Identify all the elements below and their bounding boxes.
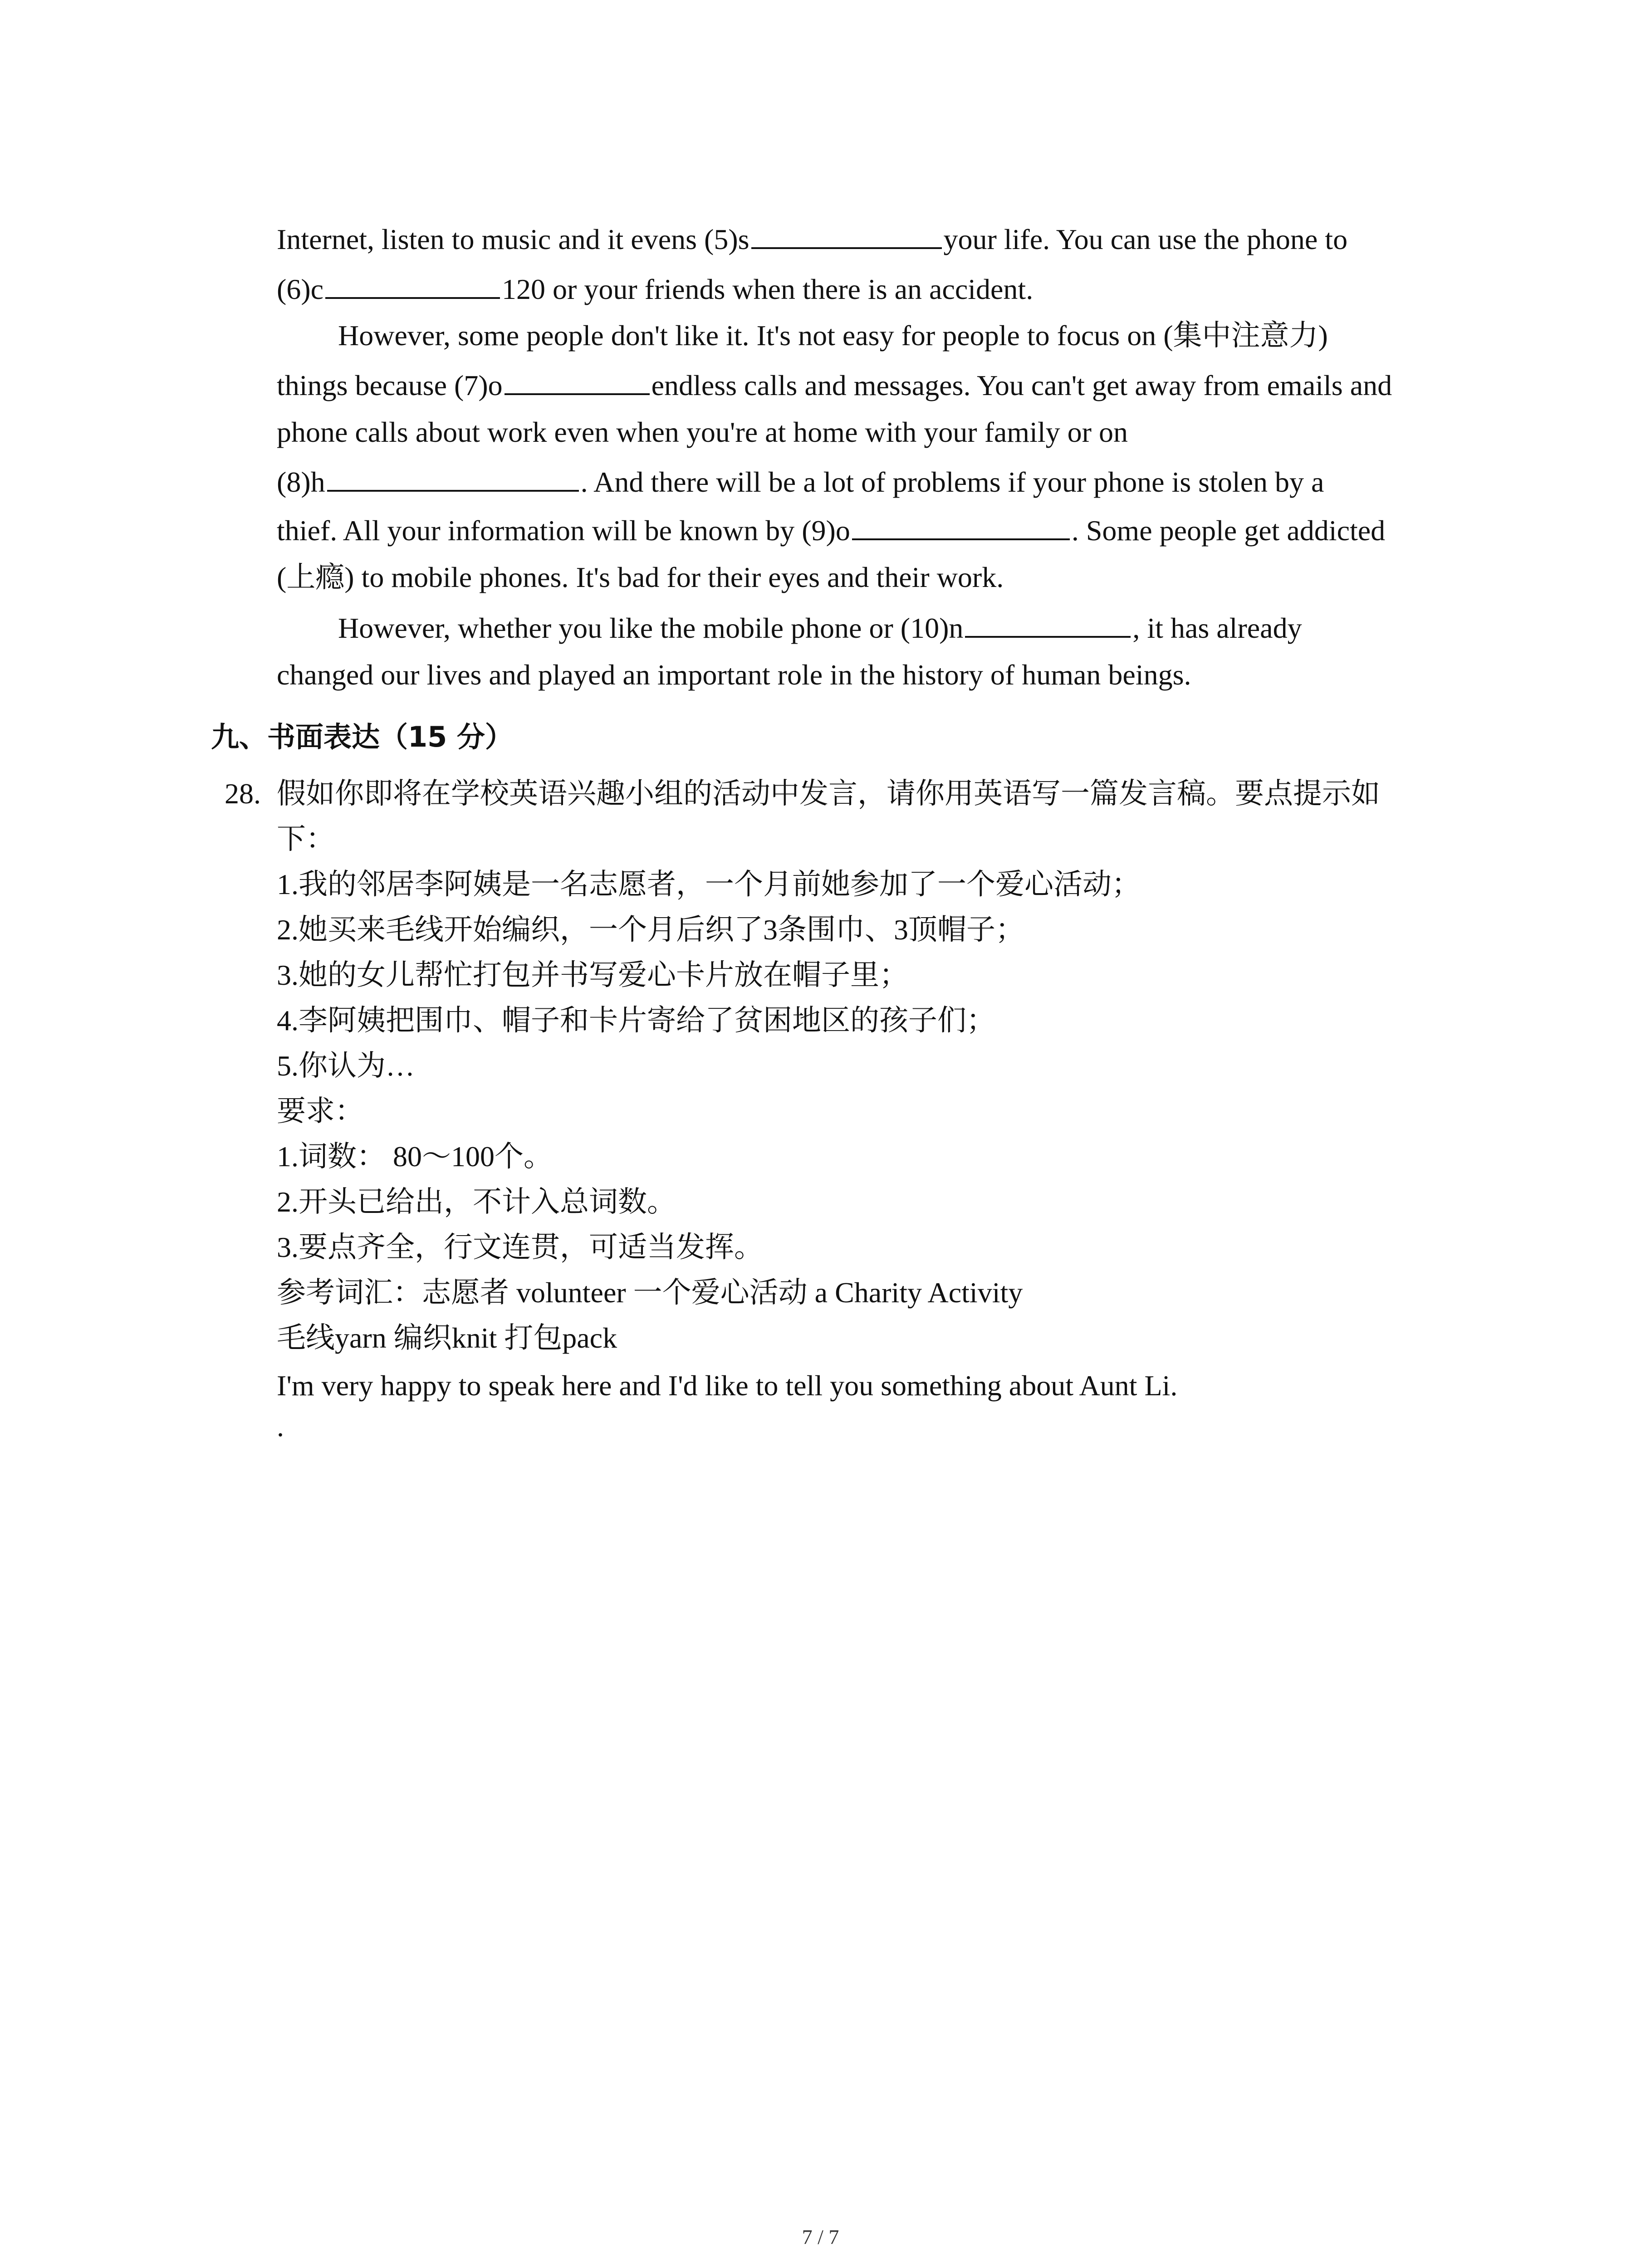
question-prompt-line-1 xyxy=(225,776,1380,812)
passage-text: However, some people don't like it. It's not easy for people to focus on (集中注意力) xyxy=(338,319,1328,352)
answer-blank-5[interactable] xyxy=(751,222,942,249)
requirement-3: 3.要点齐全，行文连贯，可适当发挥。 xyxy=(277,1231,763,1263)
page-number: 7 / 7 xyxy=(802,2225,839,2248)
passage-text: . And there will be a lot of problems if your phone is stolen by a xyxy=(580,466,1324,498)
passage-line-4 xyxy=(277,367,1392,404)
passage-text: endless calls and messages. You can't get away from emails and xyxy=(651,369,1392,401)
answer-blank-9[interactable] xyxy=(852,513,1070,540)
passage-text: phone calls about work even when you're at home with your family or on xyxy=(277,416,1128,448)
passage-line-9 xyxy=(338,610,1302,646)
question-number: 28. xyxy=(225,777,261,810)
passage-text: However, whether you like the mobile phone or (10)n xyxy=(338,612,964,644)
question-prompt: 假如你即将在学校英语兴趣小组的活动中发言，请你用英语写一篇发言稿。要点提示如 xyxy=(277,777,1380,810)
passage-text: changed our lives and played an important role in the history of human beings. xyxy=(277,659,1191,691)
passage-line-8 xyxy=(277,559,1004,596)
essay-continuation-dot: . xyxy=(277,1410,284,1442)
key-point-1: 1.我的邻居李阿姨是一名志愿者，一个月前她参加了一个爱心活动； xyxy=(277,868,1141,900)
question-prompt-line-2: 下： xyxy=(277,823,335,855)
passage-line-5 xyxy=(277,414,1128,450)
answer-blank-8[interactable] xyxy=(327,464,579,492)
passage-text: your life. You can use the phone to xyxy=(943,223,1348,255)
answer-blank-6[interactable] xyxy=(325,272,500,299)
passage-text: Internet, listen to music and it evens (5)s xyxy=(277,223,749,255)
passage-line-10 xyxy=(277,657,1191,693)
key-point-4: 4.李阿姨把围巾、帽子和卡片寄给了贫困地区的孩子们； xyxy=(277,1004,995,1036)
passage-line-2 xyxy=(277,271,1033,308)
requirement-2: 2.开头已给出，不计入总词数。 xyxy=(277,1186,676,1218)
passage-text: , it has already xyxy=(1132,612,1302,644)
answer-blank-7[interactable] xyxy=(505,368,650,395)
key-point-5: 5.你认为… xyxy=(277,1050,415,1082)
answer-blank-10[interactable] xyxy=(965,611,1131,638)
requirements-title: 要求： xyxy=(277,1095,364,1127)
essay-opening-sentence: I'm very happy to speak here and I'd like to tell you something about Aunt Li. xyxy=(277,1369,1178,1402)
passage-text: things because (7)o xyxy=(277,369,503,401)
passage-line-3 xyxy=(338,318,1328,354)
passage-text: thief. All your information will be known by (9)o xyxy=(277,514,850,547)
vocabulary-line-1: 参考词汇：志愿者 volunteer 一个爱心活动 a Charity Activity xyxy=(277,1276,1023,1309)
key-point-3: 3.她的女儿帮忙打包并书写爱心卡片放在帽子里； xyxy=(277,959,908,991)
passage-line-6 xyxy=(277,464,1324,500)
passage-text: (6)c xyxy=(277,273,324,305)
passage-text: 120 or your friends when there is an accident. xyxy=(502,273,1034,305)
passage-line-1 xyxy=(277,221,1347,258)
key-point-2: 2.她买来毛线开始编织，一个月后织了3条围巾、3顶帽子； xyxy=(277,914,1024,946)
passage-text: (8)h xyxy=(277,466,325,498)
passage-text: (上瘾) to mobile phones. It's bad for their eyes and their work. xyxy=(277,561,1004,593)
vocabulary-line-2: 毛线yarn 编织knit 打包pack xyxy=(277,1322,617,1354)
section-heading: 九、书面表达（15 分） xyxy=(211,720,513,753)
passage-line-7 xyxy=(277,513,1385,549)
requirement-1: 1.词数： 80～100个。 xyxy=(277,1140,553,1173)
passage-text: . Some people get addicted xyxy=(1071,514,1386,547)
